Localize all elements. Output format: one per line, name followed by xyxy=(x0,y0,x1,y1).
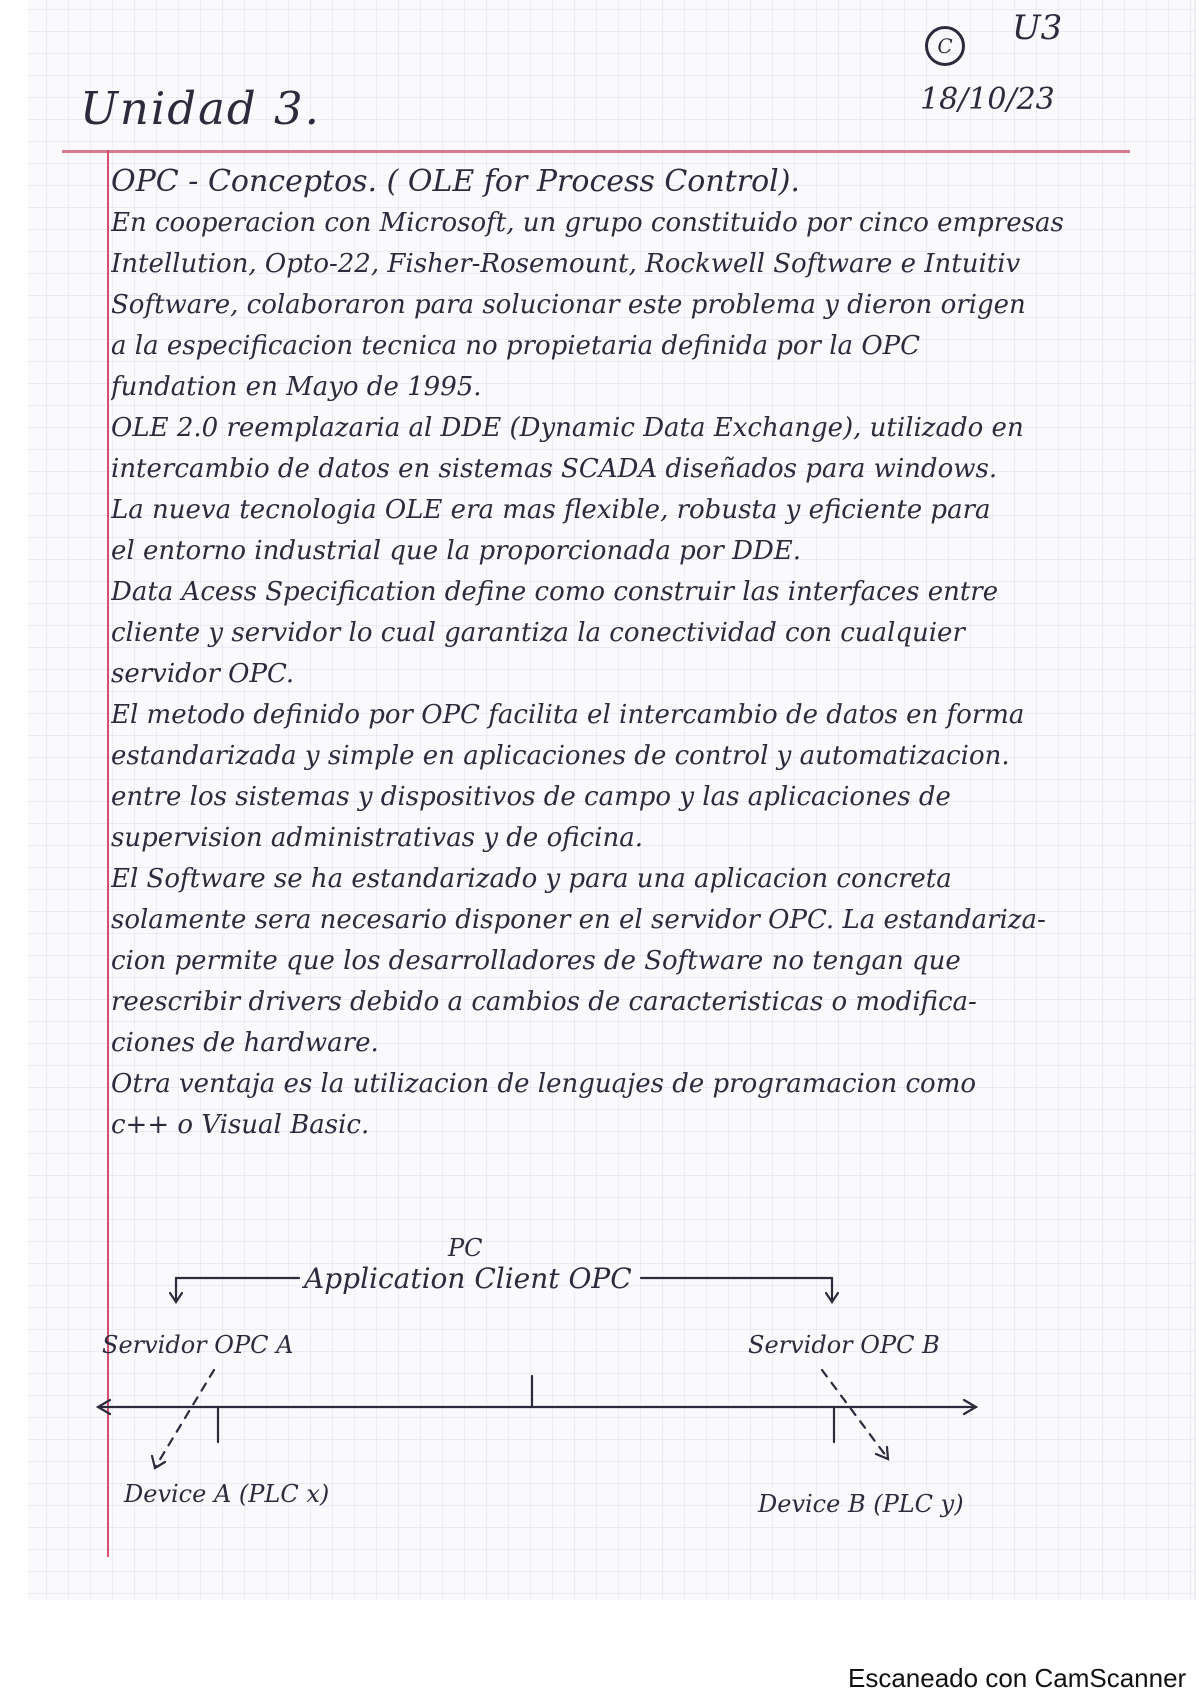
text-line: solamente sera necesario disponer en el servidor OPC. La estandariza- xyxy=(111,905,1046,935)
copy-mark: C xyxy=(925,26,965,66)
device-b-label: Device B (PLC y) xyxy=(758,1490,964,1518)
text-line: El metodo definido por OPC facilita el intercambio de datos en forma xyxy=(111,700,1025,730)
device-a-arrowhead xyxy=(152,1456,165,1468)
text-line: el entorno industrial que la proporcionada por DDE. xyxy=(111,536,802,566)
text-line: intercambio de datos en sistemas SCADA diseñados para windows. xyxy=(111,454,998,484)
text-line: entre los sistemas y dispositivos de campo y las aplicaciones de xyxy=(111,782,951,812)
text-line: Intellution, Opto-22, Fisher-Rosemount, Rockwell Software e Intuitiv xyxy=(111,249,1021,279)
text-line: cion permite que los desarrolladores de Software no tengan que xyxy=(111,946,961,976)
opc-architecture-diagram xyxy=(96,1230,1106,1530)
text-line: servidor OPC. xyxy=(111,659,295,689)
text-line: Data Acess Specification define como construir las interfaces entre xyxy=(111,577,999,607)
text-line: En cooperacion con Microsoft, un grupo constituido por cinco empresas xyxy=(111,208,1064,238)
server-a-device-link xyxy=(156,1370,214,1466)
unit-title: Unidad 3. xyxy=(80,82,321,135)
text-line: La nueva tecnologia OLE era mas flexible, robusta y eficiente para xyxy=(111,495,991,525)
unit-code: U3 xyxy=(1012,8,1063,48)
scanner-watermark: Escaneado con CamScanner xyxy=(848,1663,1187,1693)
text-line: cliente y servidor lo cual garantiza la conectividad con cualquier xyxy=(111,618,965,648)
text-line: c++ o Visual Basic. xyxy=(111,1110,370,1140)
header-rule xyxy=(62,150,1130,153)
text-line: fundation en Mayo de 1995. xyxy=(111,372,482,402)
pc-label: PC xyxy=(448,1234,483,1262)
device-a-label: Device A (PLC x) xyxy=(124,1480,330,1508)
text-line: estandarizada y simple en aplicaciones de control y automatizacion. xyxy=(111,741,1010,771)
text-line: Otra ventaja es la utilizacion de lenguajes de programacion como xyxy=(111,1069,977,1099)
text-line: supervision administrativas y de oficina. xyxy=(111,823,643,853)
server-b-label: Servidor OPC B xyxy=(748,1331,940,1359)
text-line: Software, colaboraron para solucionar este problema y dieron origen xyxy=(111,290,1026,320)
text-line: ciones de hardware. xyxy=(111,1028,379,1058)
section-heading: OPC - Conceptos. ( OLE for Process Control). xyxy=(111,164,800,199)
text-line: OLE 2.0 reemplazaria al DDE (Dynamic Data Exchange), utilizado en xyxy=(111,413,1024,443)
text-line: El Software se ha estandarizado y para una aplicacion concreta xyxy=(111,864,952,894)
client-label: Application Client OPC xyxy=(304,1262,632,1295)
text-line: a la especificacion tecnica no propietaria definida por la OPC xyxy=(111,331,921,361)
server-a-label: Servidor OPC A xyxy=(102,1331,294,1359)
server-b-device-link xyxy=(822,1370,886,1456)
date: 18/10/23 xyxy=(920,82,1055,117)
text-line: reescribir drivers debido a cambios de caracteristicas o modifica- xyxy=(111,987,977,1017)
